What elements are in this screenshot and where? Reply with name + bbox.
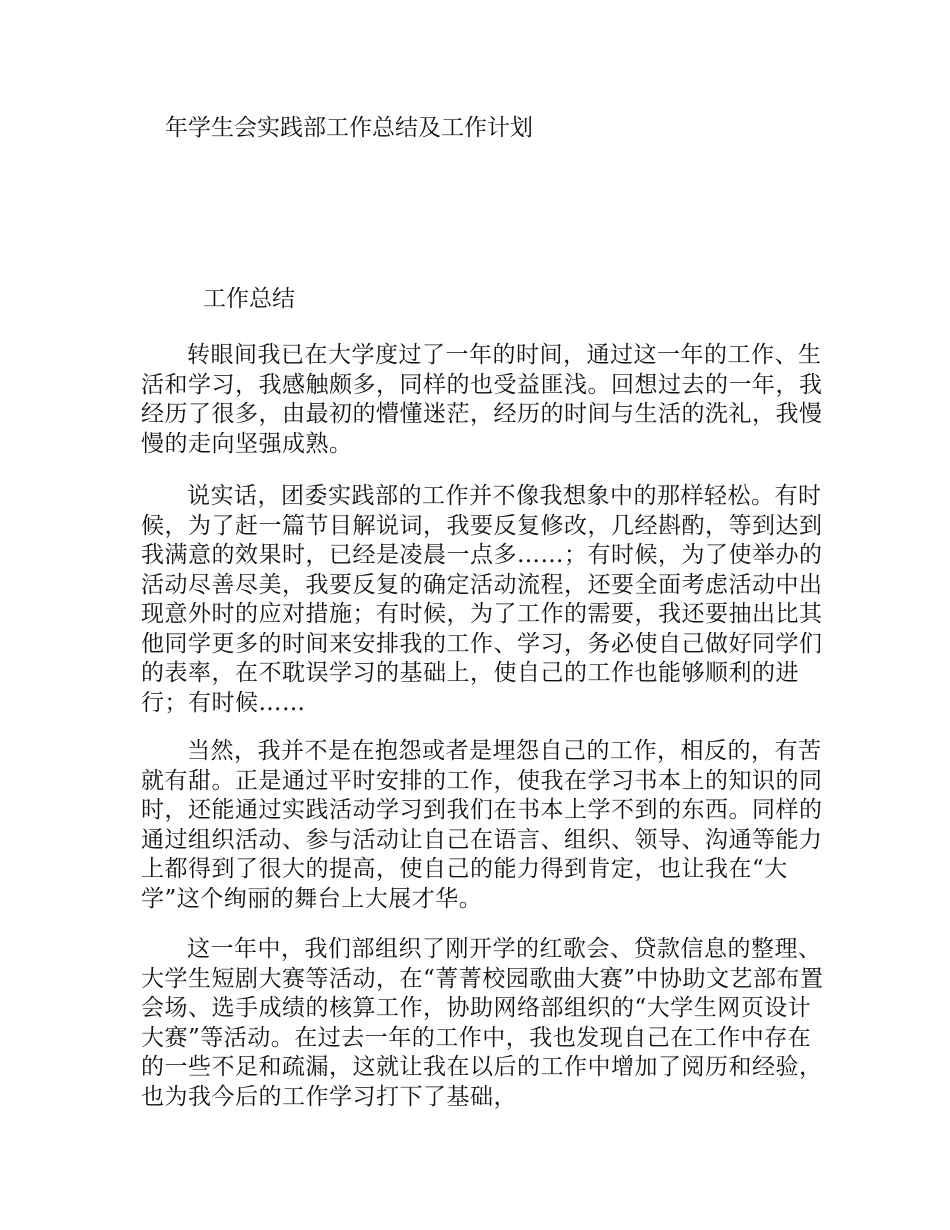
body-paragraph: 这一年中，我们部组织了刚开学的红歌会、贷款信息的整理、大学生短剧大赛等活动，在“菁菁校园歌曲大赛”中协助文艺部布置会场、选手成绩的核算工作，协助网络部组织的“大学生网页设计大赛”等活动。在过去一年的工作中，我也发现自己在工作中存在的一些不足和疏漏，这就让我在以后的工作中增加了阅历和经验，也为我今后的工作学习打下了基础， [141,936,824,1110]
document-title: 年学生会实践部工作总结及工作计划 [165,115,533,141]
body-paragraph: 说实话，团委实践部的工作并不像我想象中的那样轻松。有时候，为了赶一篇节目解说词，我要反复修改，几经斟酌，等到达到我满意的效果时，已经是凌晨一点多……；有时候，为了使举办的活动尽善尽美，我要反复的确定活动流程，还要全面考虑活动中出现意外时的应对措施；有时候，为了工作的需要，我还要抽出比其他同学更多的时间来安排我的工作、学习，务必使自己做好同学们的表率，在不耽误学习的基础上，使自己的工作也能够顺利的进行；有时候…… [141,483,823,716]
body-paragraph: 当然，我并不是在抱怨或者是埋怨自己的工作，相反的，有苦就有甜。正是通过平时安排的工作，使我在学习书本上的知识的同时，还能通过实践活动学习到我们在书本上学不到的东西。同样的通过组织活动、参与活动让自己在语言、组织、领导、沟通等能力上都得到了很大的提高，使自己的能力得到肯定，也让我在“大学”这个绚丽的舞台上大展才华。 [141,738,823,912]
section-heading: 工作总结 [203,286,295,312]
body-paragraph: 转眼间我已在大学度过了一年的时间，通过这一年的工作、生活和学习，我感触颇多，同样的也受益匪浅。回想过去的一年，我经历了很多，由最初的懵懂迷茫，经历的时间与生活的洗礼，我慢慢的走向坚强成熟。 [141,342,823,457]
